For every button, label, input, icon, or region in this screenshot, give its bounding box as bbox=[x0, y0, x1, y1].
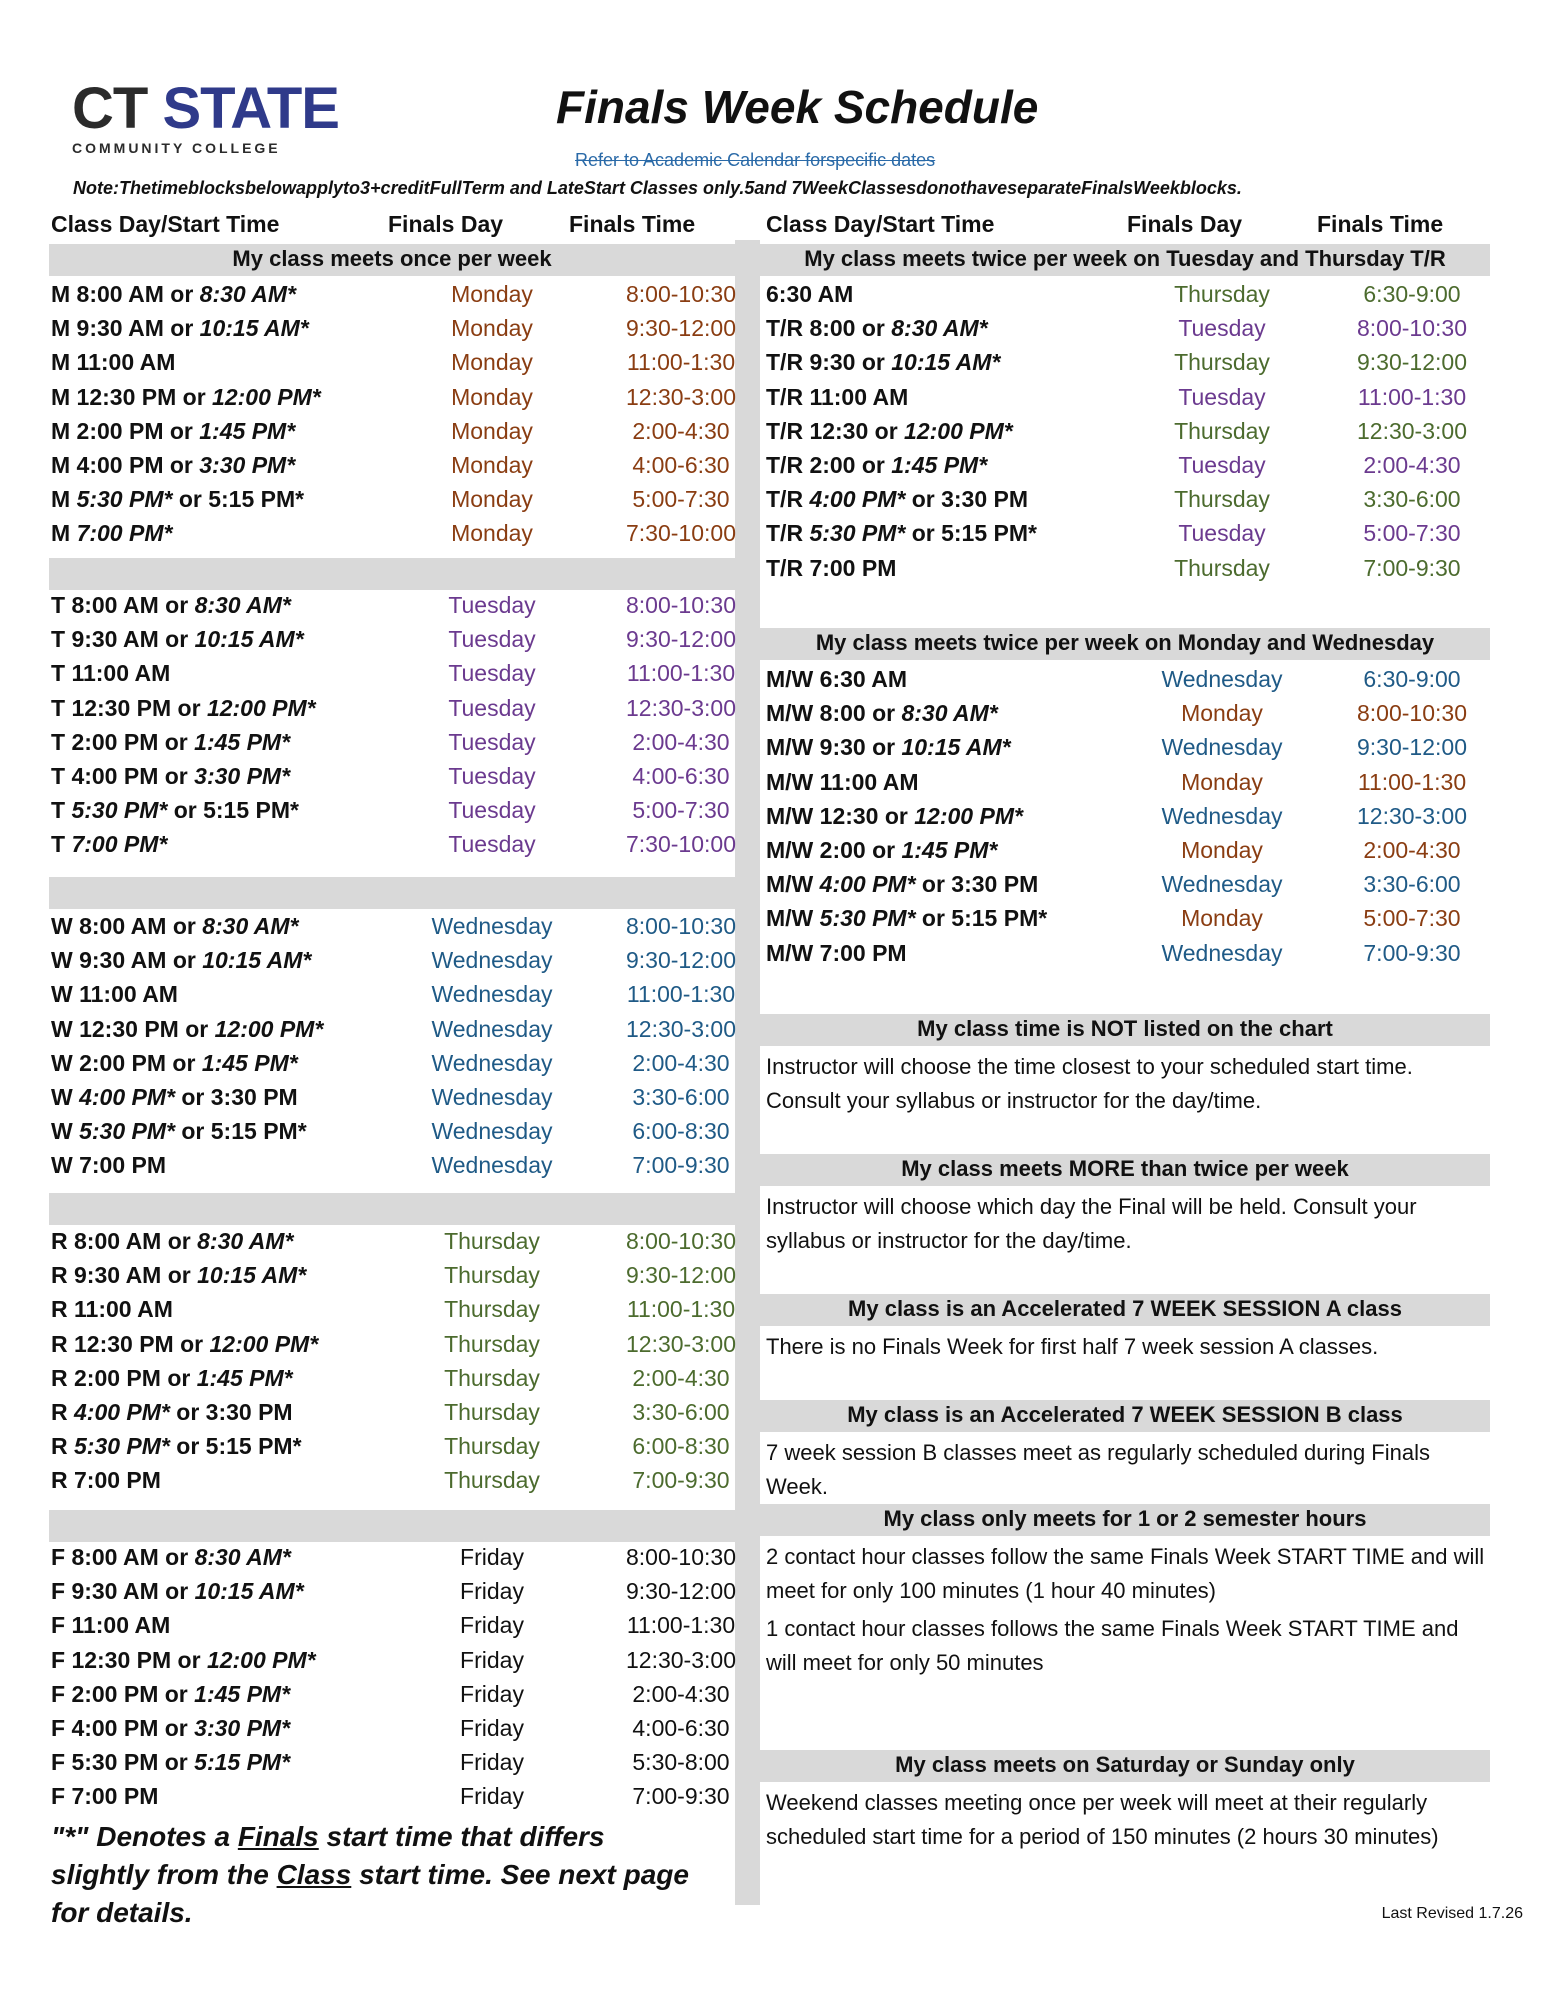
header-finals-day: Finals Day bbox=[388, 211, 504, 237]
class-start-time: F 8:00 AM or 8:30 AM* bbox=[51, 1544, 291, 1570]
finals-time: 7:00-9:30 bbox=[632, 1152, 730, 1179]
class-start-time: F 5:30 PM or 5:15 PM* bbox=[51, 1749, 291, 1776]
finals-day: Wednesday bbox=[431, 947, 553, 974]
finals-day: Thursday bbox=[1174, 486, 1270, 513]
finals-day: Monday bbox=[451, 486, 533, 513]
finals-time: 11:00-1:30 bbox=[626, 1296, 736, 1323]
class-start-time: R 9:30 AM or 10:15 AM* bbox=[51, 1262, 307, 1289]
schedule-row bbox=[51, 947, 776, 977]
footnote-class: Class bbox=[276, 1859, 352, 1890]
group-divider-band bbox=[49, 1510, 735, 1542]
class-start-time: M/W 2:00 or 1:45 PM* bbox=[766, 837, 998, 863]
class-start-time: M 5:30 PM* or 5:15 PM* bbox=[51, 486, 305, 513]
finals-time: 2:00-4:30 bbox=[1363, 837, 1461, 863]
finals-time: 6:30-9:00 bbox=[1363, 281, 1461, 307]
finals-day: Tuesday bbox=[448, 728, 536, 755]
info-section-text: 1 contact hour classes follows the same Finals Week START TIME and will meet for only 50 minutes bbox=[766, 1616, 1459, 1675]
class-start-time: R 7:00 PM bbox=[51, 1467, 161, 1494]
class-start-time: W 4:00 PM* or 3:30 PM bbox=[51, 1084, 298, 1110]
finals-time: 7:30-10:00 bbox=[626, 831, 736, 858]
info-section-band bbox=[760, 1014, 1490, 1046]
band-title: My class meets twice per week on Monday and Wednesday bbox=[815, 630, 1435, 655]
schedule-row bbox=[51, 1331, 776, 1361]
schedule-row bbox=[51, 913, 776, 943]
info-section-band bbox=[760, 1154, 1490, 1186]
finals-day: Tuesday bbox=[448, 660, 536, 687]
schedule-row bbox=[51, 1365, 776, 1395]
finals-day: Thursday bbox=[1174, 349, 1270, 376]
schedule-row bbox=[51, 1228, 776, 1258]
finals-time: 8:00-10:30 bbox=[626, 1544, 736, 1570]
finals-time: 9:30-12:00 bbox=[1357, 349, 1467, 376]
schedule-row bbox=[51, 1544, 776, 1574]
finals-time: 12:30-3:00 bbox=[626, 383, 736, 410]
finals-day: Monday bbox=[1181, 837, 1263, 863]
footnote-part: start time. See next page for details. bbox=[51, 1859, 689, 1928]
class-start-time: R 4:00 PM* or 3:30 PM bbox=[51, 1399, 293, 1425]
group-divider-band bbox=[49, 558, 735, 590]
class-start-time: R 11:00 AM bbox=[51, 1296, 173, 1323]
schedule-row bbox=[51, 1783, 776, 1813]
finals-time: 5:00-7:30 bbox=[632, 797, 730, 824]
schedule-row bbox=[51, 831, 776, 861]
schedule-row bbox=[51, 349, 776, 379]
schedule-row bbox=[766, 837, 1507, 867]
finals-day: Monday bbox=[1181, 700, 1263, 727]
class-start-time: W 5:30 PM* or 5:15 PM* bbox=[51, 1118, 307, 1145]
finals-day: Friday bbox=[460, 1646, 524, 1673]
class-start-time: R 8:00 AM or 8:30 AM* bbox=[51, 1228, 294, 1254]
finals-day: Monday bbox=[1181, 768, 1263, 795]
finals-time: 6:00-8:30 bbox=[632, 1433, 730, 1460]
finals-time: 2:00-4:30 bbox=[632, 417, 730, 444]
class-start-time: 6:30 AM bbox=[766, 281, 854, 307]
class-start-time: T/R 4:00 PM* or 3:30 PM bbox=[766, 486, 1029, 513]
class-start-time: F 4:00 PM or 3:30 PM* bbox=[51, 1715, 291, 1741]
schedule-row bbox=[766, 418, 1507, 448]
schedule-row bbox=[51, 1296, 776, 1326]
last-revised: Last Revised 1.7.26 bbox=[1381, 1905, 1523, 1922]
finals-day: Monday bbox=[451, 315, 533, 342]
schedule-row bbox=[766, 734, 1507, 764]
finals-day: Tuesday bbox=[448, 763, 536, 789]
finals-time: 12:30-3:00 bbox=[1357, 417, 1467, 444]
finals-time: 9:30-12:00 bbox=[626, 626, 736, 653]
group-divider-band bbox=[49, 1193, 735, 1225]
finals-day: Friday bbox=[460, 1578, 524, 1605]
info-section-text: Weekend classes meeting once per week will meet at their regularly scheduled start time for a period of 150 minutes (2 hours 30 minutes) bbox=[766, 1790, 1439, 1849]
ct-state-logo bbox=[72, 76, 339, 160]
schedule-row bbox=[51, 1433, 776, 1463]
finals-day: Friday bbox=[460, 1783, 524, 1810]
class-start-time: W 12:30 PM or 12:00 PM* bbox=[51, 1015, 324, 1042]
class-start-time: R 2:00 PM or 1:45 PM* bbox=[51, 1364, 293, 1391]
class-start-time: M/W 9:30 or 10:15 AM* bbox=[766, 734, 1011, 761]
schedule-row bbox=[51, 729, 776, 759]
class-start-time: M/W 12:30 or 12:00 PM* bbox=[766, 802, 1023, 829]
finals-day: Monday bbox=[451, 520, 533, 547]
finals-day: Tuesday bbox=[1178, 383, 1266, 410]
class-start-time: T/R 9:30 or 10:15 AM* bbox=[766, 349, 1001, 376]
band-title: My class meets on Saturday or Sunday only bbox=[895, 1752, 1355, 1777]
calendar-reference: Refer to Academic Calendar forspecific dates bbox=[575, 150, 936, 170]
band-title: My class only meets for 1 or 2 semester hours bbox=[883, 1506, 1367, 1531]
finals-day: Monday bbox=[451, 349, 533, 376]
header-finals-time: Finals Time bbox=[569, 211, 696, 237]
class-start-time: M/W 6:30 AM bbox=[766, 666, 907, 692]
finals-time: 12:30-3:00 bbox=[626, 1646, 736, 1673]
finals-day: Wednesday bbox=[431, 1118, 553, 1145]
finals-day: Wednesday bbox=[1161, 871, 1283, 898]
finals-day: Tuesday bbox=[448, 626, 536, 653]
finals-time: 8:00-10:30 bbox=[1357, 700, 1467, 727]
finals-day: Tuesday bbox=[448, 694, 536, 721]
finals-time: 11:00-1:30 bbox=[626, 660, 736, 687]
finals-time: 2:00-4:30 bbox=[632, 728, 730, 755]
finals-day: Wednesday bbox=[1161, 734, 1283, 761]
finals-day: Friday bbox=[460, 1749, 524, 1776]
finals-day: Thursday bbox=[444, 1296, 540, 1323]
schedule-row bbox=[51, 384, 776, 414]
finals-time: 12:30-3:00 bbox=[1357, 802, 1467, 829]
finals-day: Friday bbox=[460, 1680, 524, 1707]
schedule-row bbox=[766, 452, 1507, 482]
finals-day: Thursday bbox=[1174, 281, 1270, 307]
class-start-time: W 7:00 PM bbox=[51, 1152, 167, 1179]
finals-time: 9:30-12:00 bbox=[1357, 734, 1467, 761]
class-start-time: M 4:00 PM or 3:30 PM* bbox=[51, 452, 296, 478]
footnote-finals: Finals bbox=[237, 1821, 319, 1852]
class-start-time: M 11:00 AM bbox=[51, 349, 176, 376]
finals-time: 4:00-6:30 bbox=[632, 452, 730, 478]
finals-time: 8:00-10:30 bbox=[626, 281, 736, 307]
logo-state: STATE bbox=[162, 76, 339, 141]
schedule-row bbox=[51, 592, 776, 622]
class-start-time: M/W 7:00 PM bbox=[766, 939, 907, 966]
finals-time: 5:00-7:30 bbox=[1363, 520, 1461, 547]
logo-ct: CT bbox=[72, 76, 148, 141]
footnote-part: start time that differs slightly from the bbox=[51, 1821, 605, 1890]
schedule-row bbox=[51, 695, 776, 725]
class-start-time: W 9:30 AM or 10:15 AM* bbox=[51, 947, 312, 974]
schedule-row bbox=[51, 418, 776, 448]
schedule-row bbox=[51, 1118, 776, 1148]
finals-day: Monday bbox=[1181, 905, 1263, 932]
schedule-row bbox=[766, 281, 1507, 311]
info-section-band bbox=[760, 1294, 1490, 1326]
schedule-row bbox=[51, 520, 776, 550]
finals-time: 6:30-9:00 bbox=[1363, 666, 1461, 692]
class-start-time: W 11:00 AM bbox=[51, 981, 178, 1008]
class-start-time: F 2:00 PM or 1:45 PM* bbox=[51, 1680, 291, 1707]
finals-day: Wednesday bbox=[431, 913, 553, 939]
finals-day: Wednesday bbox=[431, 981, 553, 1008]
finals-day: Monday bbox=[451, 383, 533, 410]
class-start-time: T 12:30 PM or 12:00 PM* bbox=[51, 694, 316, 721]
schedule-row bbox=[51, 981, 776, 1011]
header-finals-day: Finals Day bbox=[1127, 211, 1243, 237]
schedule-row bbox=[766, 905, 1507, 935]
info-section-band bbox=[760, 1504, 1490, 1536]
left-column-headers bbox=[51, 211, 731, 241]
schedule-row bbox=[766, 769, 1507, 799]
group-divider-band bbox=[49, 877, 735, 909]
finals-day: Tuesday bbox=[1178, 520, 1266, 547]
finals-day: Monday bbox=[451, 281, 533, 307]
schedule-row bbox=[51, 315, 776, 345]
schedule-row bbox=[766, 384, 1507, 414]
finals-time: 11:00-1:30 bbox=[1357, 768, 1467, 795]
asterisk-footnote bbox=[51, 1818, 701, 1932]
finals-time: 7:00-9:30 bbox=[632, 1467, 730, 1494]
class-start-time: M/W 8:00 or 8:30 AM* bbox=[766, 700, 998, 727]
finals-day: Wednesday bbox=[1161, 939, 1283, 966]
finals-day: Wednesday bbox=[1161, 666, 1283, 692]
schedule-row bbox=[51, 1152, 776, 1182]
finals-day: Tuesday bbox=[448, 831, 536, 858]
finals-time: 9:30-12:00 bbox=[626, 1262, 736, 1289]
info-section-band bbox=[760, 1750, 1490, 1782]
info-section-band bbox=[760, 1400, 1490, 1432]
scope-note: Note:Thetimeblocksbelowapplyto3+creditFullTerm and LateStart Classes only.5and 7WeekClassesdonothaveseparateFinalsWeekblocks. bbox=[73, 178, 1242, 198]
finals-time: 9:30-12:00 bbox=[626, 315, 736, 342]
schedule-row bbox=[766, 940, 1507, 970]
finals-day: Friday bbox=[460, 1544, 524, 1570]
finals-time: 8:00-10:30 bbox=[626, 913, 736, 939]
class-start-time: T 4:00 PM or 3:30 PM* bbox=[51, 763, 291, 789]
schedule-row bbox=[51, 486, 776, 516]
class-start-time: R 12:30 PM or 12:00 PM* bbox=[51, 1330, 319, 1357]
schedule-row bbox=[51, 1681, 776, 1711]
page-title: Finals Week Schedule bbox=[556, 81, 1039, 133]
schedule-row bbox=[766, 349, 1507, 379]
schedule-row bbox=[766, 871, 1507, 901]
finals-day: Wednesday bbox=[431, 1084, 553, 1110]
finals-time: 2:00-4:30 bbox=[632, 1049, 730, 1076]
finals-day: Thursday bbox=[1174, 417, 1270, 444]
info-section-text: 7 week session B classes meet as regularly scheduled during Finals Week. bbox=[766, 1440, 1430, 1499]
finals-time: 12:30-3:00 bbox=[626, 694, 736, 721]
schedule-row bbox=[51, 1016, 776, 1046]
finals-time: 5:00-7:30 bbox=[1363, 905, 1461, 932]
class-start-time: T/R 5:30 PM* or 5:15 PM* bbox=[766, 520, 1037, 547]
finals-time: 3:30-6:00 bbox=[1363, 486, 1461, 513]
finals-time: 9:30-12:00 bbox=[626, 1578, 736, 1605]
schedule-row bbox=[51, 1612, 776, 1642]
finals-day: Monday bbox=[451, 417, 533, 444]
schedule-row bbox=[766, 315, 1507, 345]
header-class-time: Class Day/Start Time bbox=[766, 211, 995, 237]
info-section-text: Instructor will choose the time closest to your scheduled start time. Consult your syllabus or instructor for the day/time. bbox=[766, 1054, 1413, 1113]
footnote-part: "*" Denotes a bbox=[51, 1821, 238, 1852]
band-title: My class meets twice per week on Tuesday and Thursday T/R bbox=[804, 246, 1446, 271]
class-start-time: M 7:00 PM* bbox=[51, 520, 173, 547]
finals-day: Thursday bbox=[444, 1467, 540, 1494]
finals-time: 8:00-10:30 bbox=[626, 592, 736, 618]
info-section-text: 2 contact hour classes follow the same Finals Week START TIME and will meet for only 100 minutes (1 hour 40 minutes) bbox=[766, 1544, 1485, 1603]
finals-day: Wednesday bbox=[431, 1049, 553, 1076]
finals-time: 11:00-1:30 bbox=[626, 1612, 736, 1639]
band-tuesday-thursday bbox=[760, 244, 1490, 276]
header-class-time: Class Day/Start Time bbox=[51, 211, 280, 237]
finals-time: 8:00-10:30 bbox=[1357, 315, 1467, 342]
class-start-time: W 8:00 AM or 8:30 AM* bbox=[51, 913, 299, 939]
finals-day: Thursday bbox=[444, 1364, 540, 1391]
logo-subtitle: COMMUNITY COLLEGE bbox=[72, 140, 281, 156]
finals-time: 11:00-1:30 bbox=[1357, 383, 1467, 410]
schedule-row bbox=[766, 803, 1507, 833]
schedule-row bbox=[51, 452, 776, 482]
band-title: My class meets MORE than twice per week bbox=[901, 1156, 1349, 1181]
class-start-time: T/R 11:00 AM bbox=[766, 383, 909, 410]
class-start-time: M 2:00 PM or 1:45 PM* bbox=[51, 417, 296, 444]
class-start-time: M/W 4:00 PM* or 3:30 PM bbox=[766, 871, 1039, 898]
finals-time: 7:00-9:30 bbox=[632, 1783, 730, 1810]
class-start-time: W 2:00 PM or 1:45 PM* bbox=[51, 1049, 298, 1076]
finals-day: Thursday bbox=[444, 1262, 540, 1289]
class-start-time: T/R 8:00 or 8:30 AM* bbox=[766, 315, 988, 342]
finals-day: Thursday bbox=[444, 1228, 540, 1254]
class-start-time: T 8:00 AM or 8:30 AM* bbox=[51, 592, 291, 618]
finals-time: 12:30-3:00 bbox=[626, 1330, 736, 1357]
schedule-row bbox=[51, 1647, 776, 1677]
finals-day: Tuesday bbox=[448, 592, 536, 618]
schedule-row bbox=[51, 1262, 776, 1292]
class-start-time: M 12:30 PM or 12:00 PM* bbox=[51, 383, 321, 410]
info-section-text: There is no Finals Week for first half 7 week session A classes. bbox=[766, 1334, 1379, 1359]
schedule-row bbox=[51, 1715, 776, 1745]
schedule-row bbox=[51, 1749, 776, 1779]
finals-time: 5:30-8:00 bbox=[632, 1749, 730, 1776]
info-section-text: Instructor will choose which day the Final will be held. Consult your syllabus or instructor for the day/time. bbox=[766, 1194, 1417, 1253]
band-title: My class time is NOT listed on the chart bbox=[917, 1016, 1333, 1041]
schedule-row bbox=[51, 1467, 776, 1497]
finals-day: Wednesday bbox=[1161, 802, 1283, 829]
class-start-time: F 9:30 AM or 10:15 AM* bbox=[51, 1578, 304, 1605]
schedule-row bbox=[51, 1578, 776, 1608]
band-title: My class is an Accelerated 7 WEEK SESSION B class bbox=[847, 1402, 1403, 1427]
finals-time: 4:00-6:30 bbox=[632, 763, 730, 789]
finals-time: 3:30-6:00 bbox=[632, 1084, 730, 1110]
finals-day: Monday bbox=[451, 452, 533, 478]
class-start-time: M/W 5:30 PM* or 5:15 PM* bbox=[766, 905, 1048, 932]
right-column-headers bbox=[766, 211, 1506, 241]
class-start-time: T 2:00 PM or 1:45 PM* bbox=[51, 728, 291, 755]
class-start-time: T 11:00 AM bbox=[51, 660, 171, 687]
schedule-row bbox=[766, 666, 1507, 696]
finals-time: 11:00-1:30 bbox=[626, 349, 736, 376]
class-start-time: R 5:30 PM* or 5:15 PM* bbox=[51, 1433, 302, 1460]
schedule-row bbox=[766, 520, 1507, 550]
schedule-row bbox=[51, 281, 776, 311]
finals-time: 5:00-7:30 bbox=[632, 486, 730, 513]
class-start-time: F 7:00 PM bbox=[51, 1783, 159, 1810]
finals-day: Friday bbox=[460, 1612, 524, 1639]
schedule-row bbox=[766, 486, 1507, 516]
finals-time: 3:30-6:00 bbox=[632, 1399, 730, 1425]
schedule-row bbox=[51, 660, 776, 690]
finals-day: Tuesday bbox=[1178, 452, 1266, 478]
schedule-row bbox=[51, 1084, 776, 1114]
finals-time: 3:30-6:00 bbox=[1363, 871, 1461, 898]
finals-day: Thursday bbox=[1174, 554, 1270, 581]
finals-time: 11:00-1:30 bbox=[626, 981, 736, 1008]
finals-day: Thursday bbox=[444, 1399, 540, 1425]
finals-day: Thursday bbox=[444, 1433, 540, 1460]
class-start-time: T 7:00 PM* bbox=[51, 831, 168, 858]
band-title: My class is an Accelerated 7 WEEK SESSION A class bbox=[848, 1296, 1402, 1321]
class-start-time: F 12:30 PM or 12:00 PM* bbox=[51, 1646, 316, 1673]
finals-time: 9:30-12:00 bbox=[626, 947, 736, 974]
schedule-row bbox=[51, 1399, 776, 1429]
class-start-time: T/R 7:00 PM bbox=[766, 554, 897, 581]
schedule-row bbox=[766, 555, 1507, 585]
finals-day: Tuesday bbox=[448, 797, 536, 824]
class-start-time: T 5:30 PM* or 5:15 PM* bbox=[51, 797, 299, 824]
finals-day: Thursday bbox=[444, 1330, 540, 1357]
class-start-time: M 9:30 AM or 10:15 AM* bbox=[51, 315, 309, 342]
finals-time: 12:30-3:00 bbox=[626, 1015, 736, 1042]
finals-time: 7:00-9:30 bbox=[1363, 554, 1461, 581]
finals-time: 8:00-10:30 bbox=[626, 1228, 736, 1254]
schedule-row bbox=[51, 626, 776, 656]
finals-day: Tuesday bbox=[1178, 315, 1266, 342]
class-start-time: T/R 12:30 or 12:00 PM* bbox=[766, 417, 1013, 444]
class-start-time: F 11:00 AM bbox=[51, 1612, 171, 1639]
class-start-time: M/W 11:00 AM bbox=[766, 768, 919, 795]
finals-day: Wednesday bbox=[431, 1152, 553, 1179]
band-title: My class meets once per week bbox=[232, 246, 552, 271]
schedule-row bbox=[51, 797, 776, 827]
finals-time: 7:30-10:00 bbox=[626, 520, 736, 547]
schedule-row bbox=[766, 700, 1507, 730]
finals-day: Friday bbox=[460, 1715, 524, 1741]
finals-time: 7:00-9:30 bbox=[1363, 939, 1461, 966]
band-monday-wednesday bbox=[760, 628, 1490, 660]
class-start-time: T/R 2:00 or 1:45 PM* bbox=[766, 452, 988, 478]
schedule-row bbox=[51, 763, 776, 793]
finals-time: 2:00-4:30 bbox=[632, 1364, 730, 1391]
class-start-time: M 8:00 AM or 8:30 AM* bbox=[51, 281, 296, 307]
finals-day: Wednesday bbox=[431, 1015, 553, 1042]
finals-time: 6:00-8:30 bbox=[632, 1118, 730, 1145]
class-start-time: T 9:30 AM or 10:15 AM* bbox=[51, 626, 304, 653]
header-finals-time: Finals Time bbox=[1317, 211, 1444, 237]
finals-time: 2:00-4:30 bbox=[1363, 452, 1461, 478]
band-once-per-week bbox=[49, 244, 735, 276]
schedule-row bbox=[51, 1050, 776, 1080]
finals-time: 2:00-4:30 bbox=[632, 1680, 730, 1707]
finals-time: 4:00-6:30 bbox=[632, 1715, 730, 1741]
